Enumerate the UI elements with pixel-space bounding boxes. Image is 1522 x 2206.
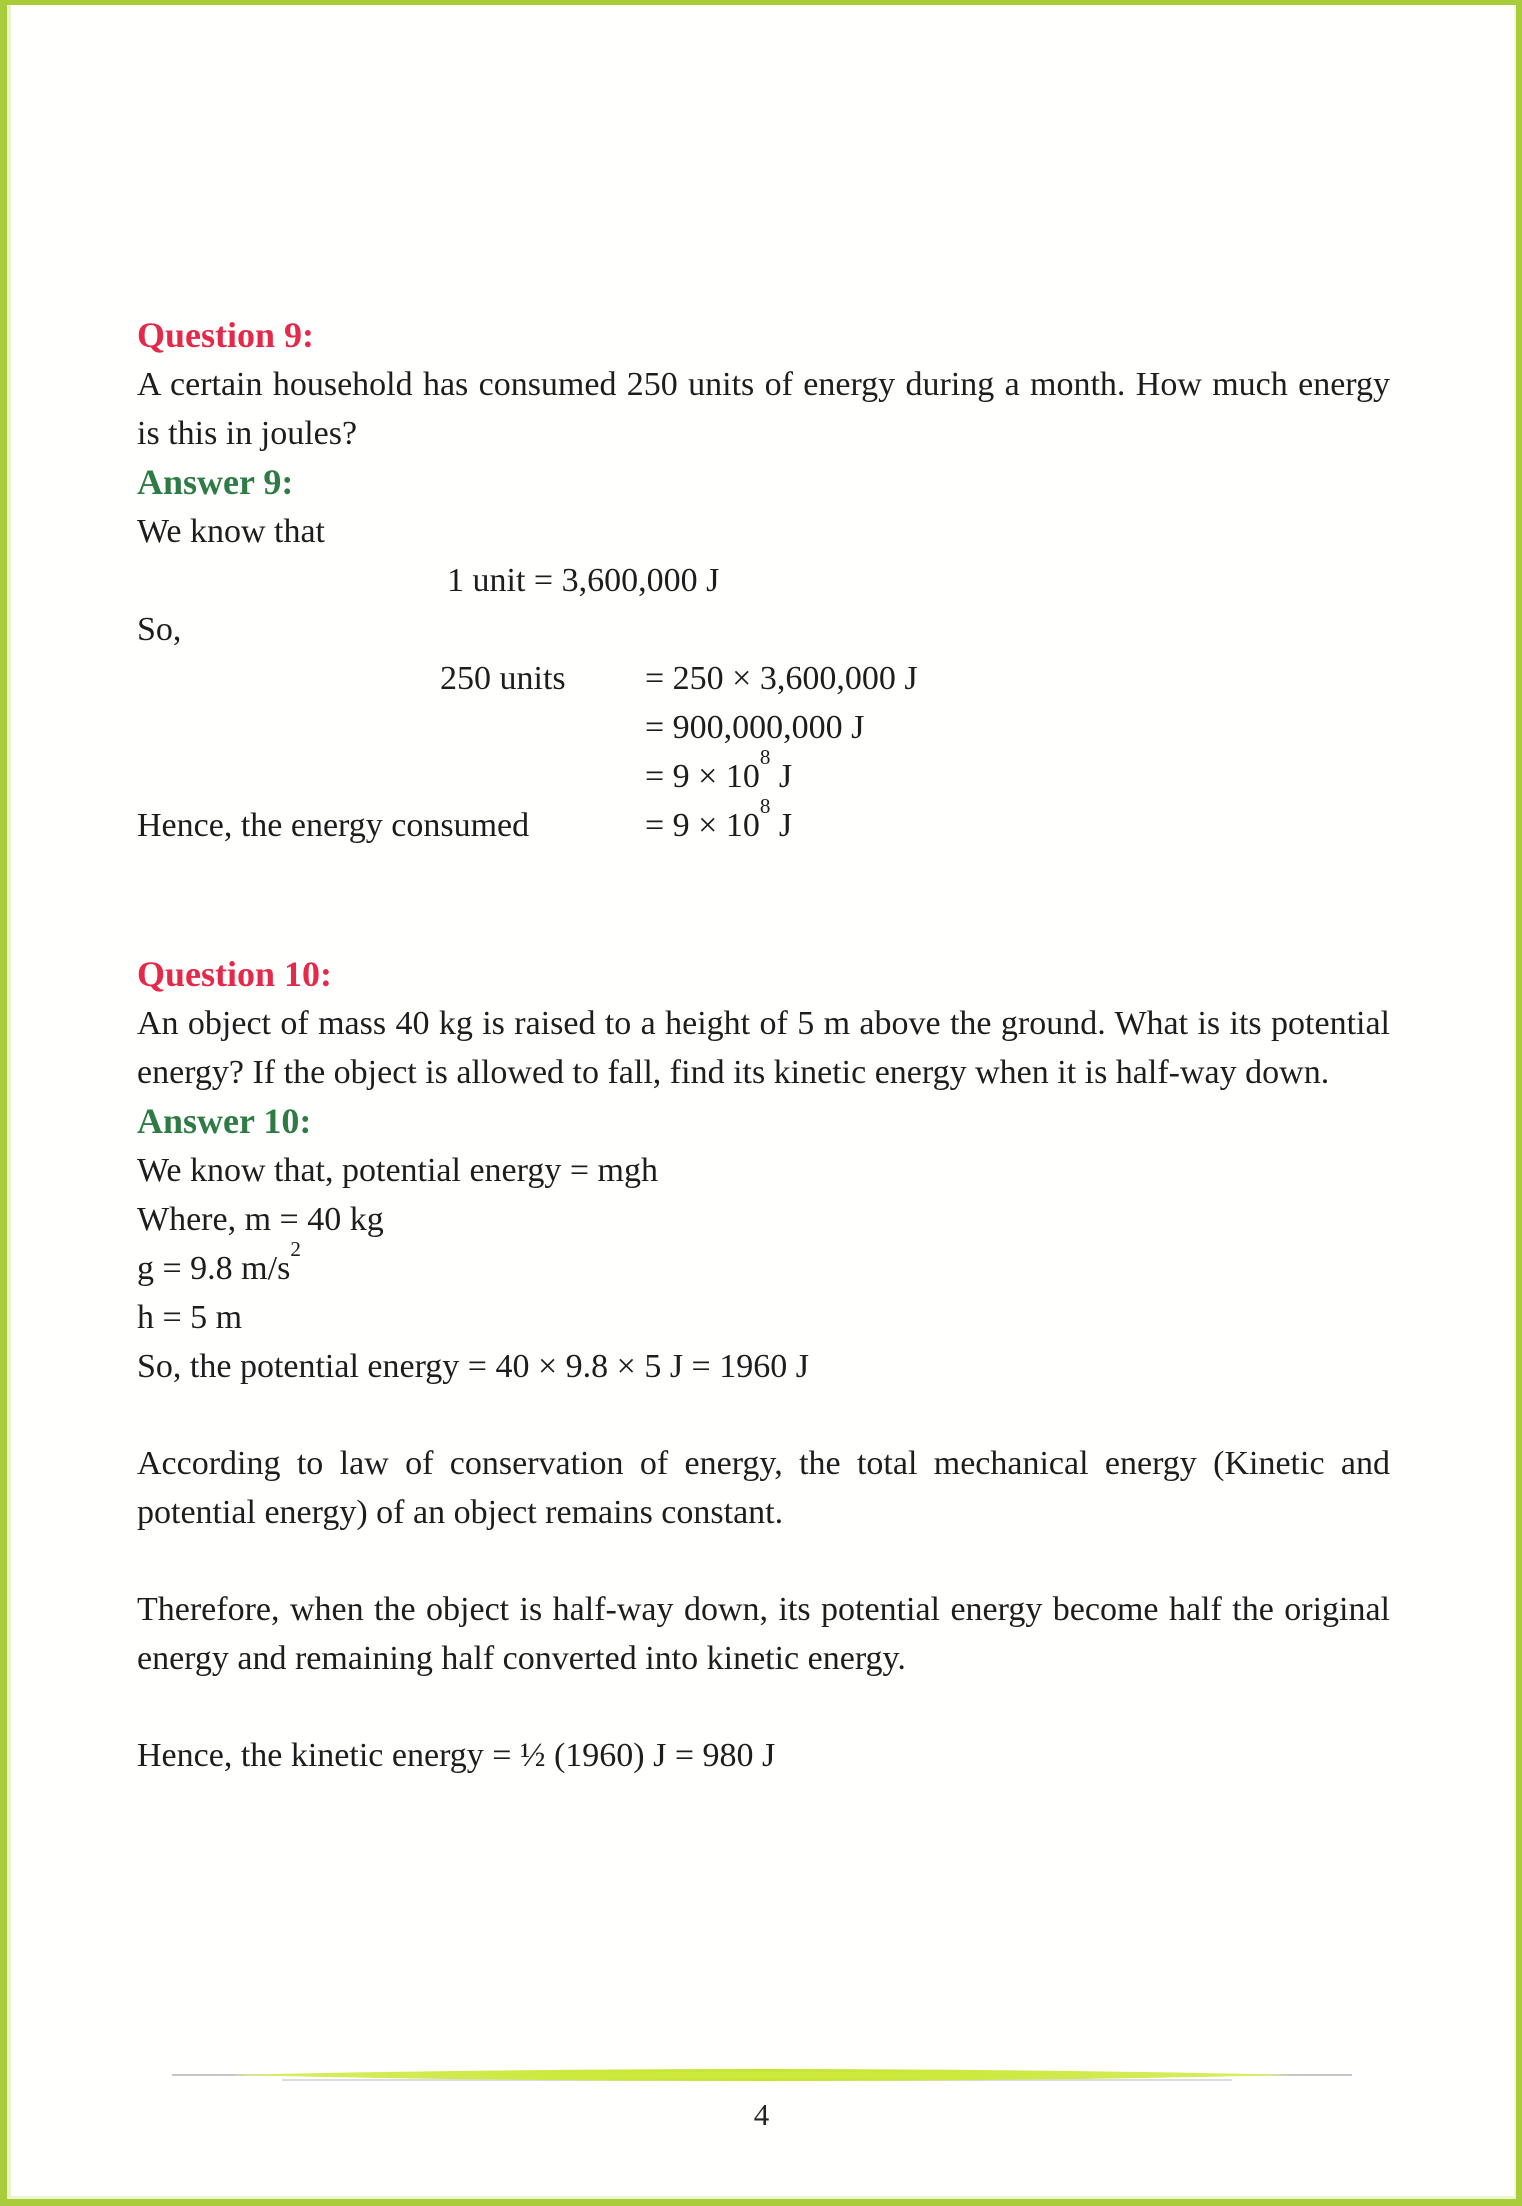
answer10-line-3 — [137, 1237, 1390, 1293]
answer10-paragraph-kinetic: Hence, the kinetic energy = ½ (1960) J = 980 J — [137, 1737, 776, 1774]
question10-section — [137, 950, 1390, 1780]
question9-text: A certain household has consumed 250 units of energy during a month. How much energy is this in joules? — [137, 366, 1390, 452]
spacer — [137, 703, 645, 752]
answer9-conclusion-label: Hence, the energy consumed — [137, 807, 530, 844]
question9-section — [137, 311, 1390, 850]
answer10-line-5: So, the potential energy = 40 × 9.8 × 5 J = 1960 J — [137, 1348, 809, 1385]
answer10-g-exponent: 2 — [290, 1237, 301, 1262]
answer9-eq-step3 — [645, 745, 793, 801]
answer10-paragraph-conservation: According to law of conservation of energy, the total mechanical energy (Kinetic and potential energy) of an object remains constant. — [137, 1445, 1390, 1531]
decorative-divider — [172, 2063, 1352, 2093]
answer10-g-value: g = 9.8 m/s — [137, 1250, 291, 1287]
answer9-heading: Answer 9: — [137, 462, 294, 502]
answer9-equation-row-1 — [137, 654, 1390, 703]
answer9-eq-step3-base: = 9 × 10 — [645, 758, 760, 795]
question10-heading: Question 10: — [137, 954, 333, 994]
answer9-eq-step1: = 250 × 3,600,000 J — [645, 660, 918, 697]
answer9-eq-step3-unit: J — [770, 758, 793, 795]
answer9-eq-step3-exponent: 8 — [759, 745, 771, 770]
answer10-line-4: h = 5 m — [137, 1299, 243, 1336]
answer10-line-1: We know that, potential energy = mgh — [137, 1152, 658, 1189]
answer9-conclusion-value — [645, 794, 793, 850]
question10-text: An object of mass 40 kg is raised to a height of 5 m above the ground. What is its potential energy? If the object is allowed to fall, find its kinetic energy when it is half-way down. — [137, 1005, 1390, 1091]
spacer — [137, 752, 645, 801]
answer10-heading: Answer 10: — [137, 1101, 312, 1141]
page-number: 4 — [753, 2097, 770, 2132]
answer9-we-know-line: We know that — [137, 513, 325, 550]
answer9-conclusion-row — [137, 794, 1390, 850]
page-footer — [7, 2063, 1516, 2135]
answer9-conclusion-base: = 9 × 10 — [645, 807, 760, 844]
answer10-paragraph-halfway: Therefore, when the object is half-way down, its potential energy become half the original energy and remaining half converted into kinetic energy. — [137, 1591, 1390, 1677]
answer9-conclusion-unit: J — [770, 807, 793, 844]
spacer — [137, 654, 440, 703]
answer9-eq-label: 250 units — [440, 660, 566, 697]
answer9-conclusion-exponent: 8 — [759, 794, 771, 819]
answer9-so-line: So, — [137, 611, 182, 648]
question9-heading: Question 9: — [137, 315, 315, 355]
document-page — [7, 5, 1516, 2199]
answer9-unit-equation: 1 unit = 3,600,000 J — [447, 562, 720, 599]
answer9-eq-step2: = 900,000,000 J — [645, 709, 865, 746]
page-content — [137, 5, 1390, 1780]
answer10-line-2: Where, m = 40 kg — [137, 1201, 384, 1238]
